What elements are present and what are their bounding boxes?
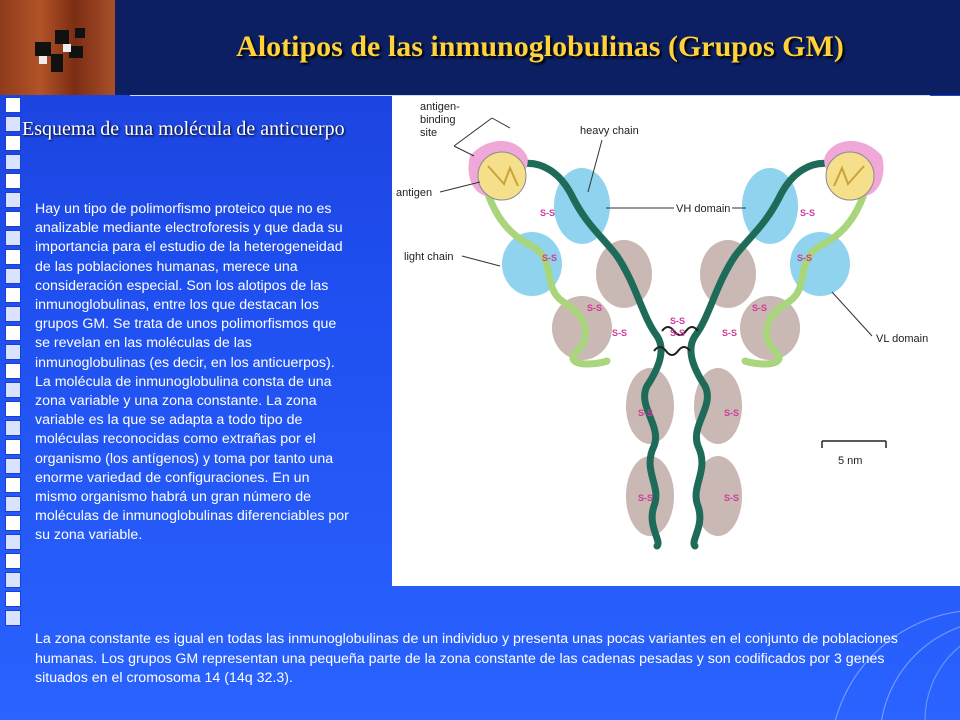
- label-antigen-binding-line1: antigen-: [420, 101, 460, 113]
- leader-light-chain: [462, 256, 500, 266]
- disulfide-label: S-S: [724, 493, 740, 503]
- label-vh-domain: VH domain: [676, 203, 731, 215]
- disulfide-label: S-S: [612, 328, 628, 338]
- antigen-left: [478, 152, 526, 200]
- paragraph-1: Hay un tipo de polimorfismo proteico que no es analizable mediante electroforesis y que dada su importancia para el estudio de la heterogeneidad de las poblaciones humanas, merece una consideración especial. Son los alotipos de las inmunoglobulinas, entre los que destacan los grupos GM. Se trata de unos polimorfismos que se revelan en las moléculas de las inmunoglobulinas (es decir, en los anticuerpos).: [35, 201, 343, 371]
- label-heavy-chain: heavy chain: [580, 125, 639, 137]
- disulfide-label: S-S: [540, 208, 556, 218]
- label-light-chain: light chain: [404, 251, 454, 263]
- antibody-diagram: [392, 96, 960, 586]
- leader-vl-domain: [832, 292, 872, 336]
- decorative-squares: [4, 98, 28, 630]
- label-antigen: antigen: [396, 187, 433, 199]
- title-bar: [0, 0, 960, 95]
- antigen-right: [826, 152, 874, 200]
- disulfide-label: S-S: [800, 208, 816, 218]
- label-antigen-binding-line2: binding: [420, 114, 456, 126]
- disulfide-label: S-S: [587, 303, 603, 313]
- disulfide-label: S-S: [670, 328, 686, 338]
- page-title: Alotipos de las inmunoglobulinas (Grupos GM): [236, 30, 844, 63]
- label-antigen-binding-line3: site: [420, 127, 438, 139]
- disulfide-label: S-S: [724, 408, 740, 418]
- footer-text: La zona constante es igual en todas las inmunoglobulinas de un individuo y presenta unas pocas variantes en el conjunto de poblaciones humanas. Los grupos GM representan una pequeña parte de la zona constante de las cadenas pesadas y son codificados por 3 genes situados en el cromosoma 14 (14q 32.3).: [35, 631, 898, 686]
- logo-icon: [25, 20, 95, 80]
- disulfide-label: S-S: [752, 303, 768, 313]
- decorative-arc: [925, 625, 960, 720]
- disulfide-label: S-S: [670, 316, 686, 326]
- disulfide-label: S-S: [542, 253, 558, 263]
- logo-tile: [0, 0, 115, 95]
- section-subtitle: Esquema de una molécula de anticuerpo: [22, 118, 345, 140]
- disulfide-label: S-S: [722, 328, 738, 338]
- body-text: [35, 200, 353, 546]
- antibody-diagram-svg: [392, 96, 960, 586]
- paragraph-2: La molécula de inmunoglobulina consta de una zona variable y una zona constante. La zona variable es la que se adapta a todo tipo de moléculas reconocidas como extrañas por el organismo (los antígenos) y toma por tanto una enorme variedad de configuraciones. En un mismo organismo habrá un gran número de moléculas de inmunoglobulinas diferenciables por su zona variable.: [35, 373, 349, 544]
- disulfide-label: S-S: [638, 408, 654, 418]
- label-vl-domain: VL domain: [876, 333, 929, 345]
- scale-label: 5 nm: [838, 455, 863, 467]
- disulfide-label: S-S: [638, 493, 654, 503]
- disulfide-label: S-S: [797, 253, 813, 263]
